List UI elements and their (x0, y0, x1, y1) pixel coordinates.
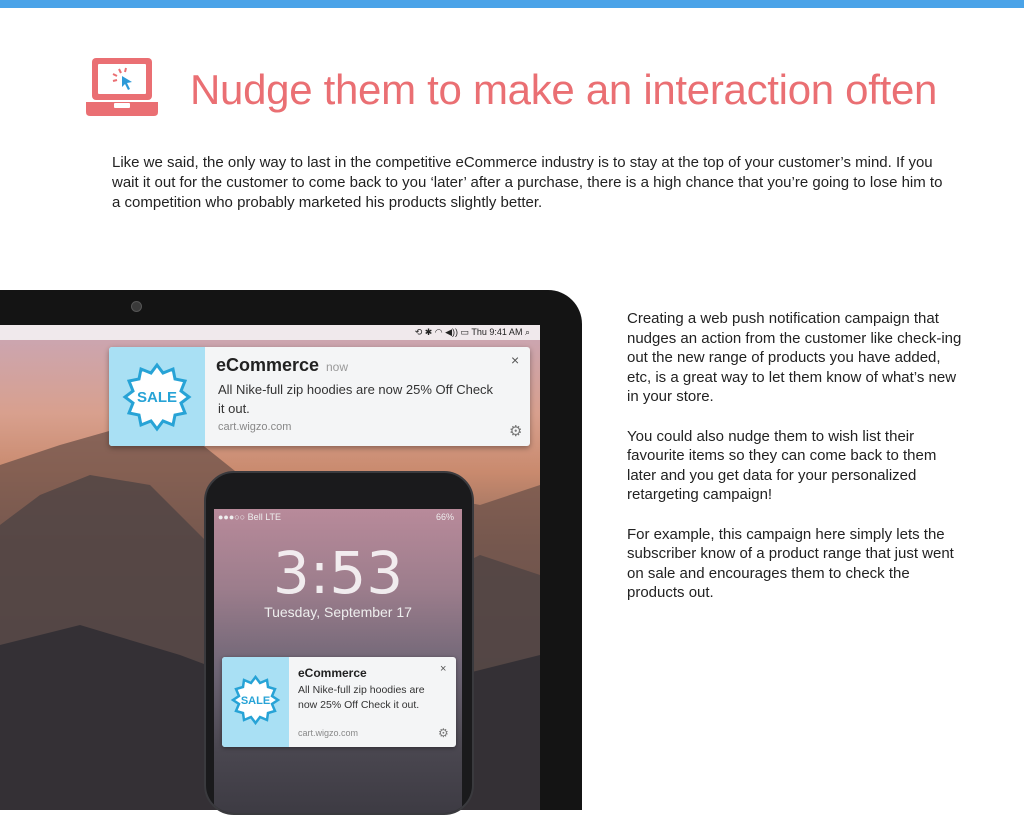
page-title: Nudge them to make an interaction often (190, 66, 938, 113)
battery-label: 66% (435, 512, 454, 522)
intro-paragraph: Like we said, the only way to last in the competitive eCommerce industry is to stay at the top of your customer’s mind. If you wait it out for the customer to come back to you ‘later’ after a purchase, there is a high chance that you’re going to lose him to a competition who probably marketed his products slightly better. (112, 154, 943, 211)
sale-badge-icon (109, 347, 205, 446)
camera-dot (131, 301, 142, 312)
side-text (627, 309, 967, 623)
sale-badge-text: SALE (136, 389, 178, 406)
phone-mockup (204, 471, 474, 815)
phone-screen (214, 509, 462, 815)
notification-time: now (326, 360, 349, 374)
notification-title: eCommerce (298, 666, 367, 680)
notification-body: All Nike-full zip hoodies are now 25% Off Check it out. (298, 684, 425, 711)
desktop-push-notification[interactable] (109, 347, 530, 446)
notification-body: All Nike-full zip hoodies are now 25% Off Check it out. (218, 382, 494, 416)
side-paragraph: Creating a web push notification campaign that nudges an action from the customer like check-ing out the new range of products you have added, etc, is a great way to let them know of what’s new in your store. (627, 310, 962, 405)
notification-title: eCommerce (216, 355, 320, 375)
gear-icon[interactable]: ⚙ (438, 726, 449, 740)
notification-host: cart.wigzo.com (218, 421, 292, 433)
close-icon[interactable]: × (440, 663, 447, 675)
sale-badge-tile (222, 657, 289, 747)
mac-menubar (0, 325, 540, 340)
lockscreen-date: Tuesday, September 17 (264, 604, 412, 620)
sale-badge-text: SALE (240, 695, 271, 707)
gear-icon[interactable]: ⚙ (509, 423, 523, 440)
sale-badge-icon (222, 657, 289, 747)
side-paragraph: You could also nudge them to wish list their favourite items so they can come back to them later and you get data for your personalized retargeting campaign! (627, 427, 937, 503)
top-accent-bar (0, 0, 1024, 8)
close-icon[interactable]: × (511, 352, 520, 368)
carrier-label: ●●●○○ Bell LTE (218, 512, 282, 522)
lockscreen-time: 3:53 (272, 539, 404, 607)
menubar-icons: ⟲ ✱ ◠ ◀)) ▭ (414, 327, 472, 337)
phone-push-notification[interactable] (222, 657, 456, 747)
side-paragraph: For example, this campaign here simply lets the subscriber know of a product range that just went on sale and encourages them to check the products out. (627, 525, 954, 601)
phone-status-bar (218, 512, 458, 522)
notification-host: cart.wigzo.com (298, 728, 359, 738)
spotlight-search-icon[interactable]: ⌕ (524, 327, 530, 337)
sale-badge-tile (109, 347, 205, 446)
laptop-click-icon (86, 56, 158, 118)
menubar-clock: Thu 9:41 AM (471, 327, 523, 337)
